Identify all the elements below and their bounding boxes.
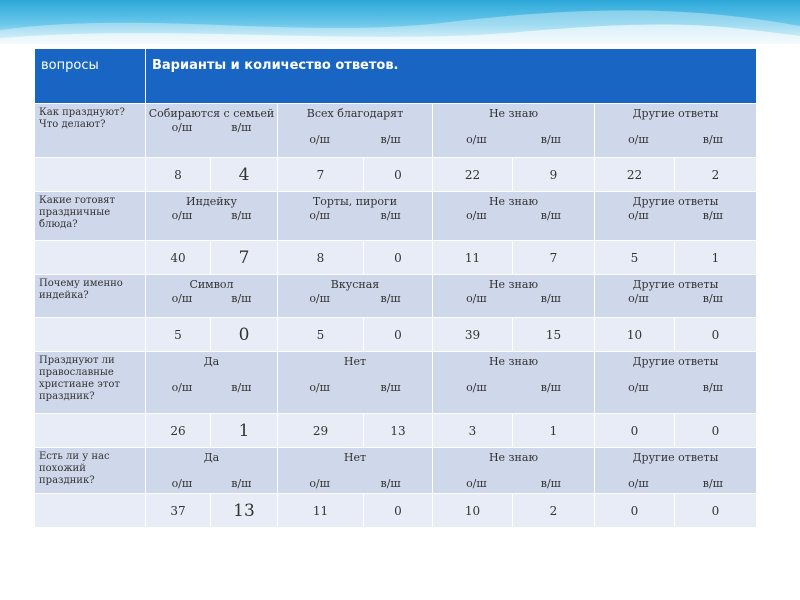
answer-option [278,352,433,414]
option-label: Всех благодарят [306,107,404,120]
count-cell: 0 [364,494,433,528]
option-label: Нет [343,355,367,368]
option-label: Собираются с семьей [148,107,275,120]
count-cell: 1 [675,241,757,275]
option-label: Другие ответы [632,278,719,291]
answer-option [278,192,433,241]
option-label: Не знаю [488,107,539,120]
sub-label-home: в/ш [231,209,252,222]
answer-option [595,275,757,318]
sub-label-home: в/ш [702,209,723,222]
sub-label-home: в/ш [540,133,561,146]
sub-label-home: в/ш [540,381,561,394]
count-cell: 22 [595,158,675,192]
sub-label-school: о/ш [171,121,193,134]
count-cell: 7 [513,241,595,275]
answer-option [278,104,433,158]
sub-label-home: в/ш [702,133,723,146]
sub-label-home: в/ш [702,381,723,394]
sub-label-home: в/ш [380,292,401,305]
count-cell: 11 [433,241,513,275]
count-cell: 1 [211,414,278,448]
answer-option [433,192,595,241]
option-label: Другие ответы [632,355,719,368]
count-cell: 0 [595,414,675,448]
answer-option [278,275,433,318]
answer-option [146,448,278,494]
sub-label-school: о/ш [309,381,330,394]
count-cell: 0 [675,318,757,352]
sub-label-school: о/ш [171,209,193,222]
question-row [35,275,757,318]
answer-option [433,104,595,158]
sub-label-home: в/ш [231,121,252,134]
answer-option [595,352,757,414]
option-label: Другие ответы [632,107,719,120]
option-label: Да [203,451,220,464]
question-row [35,104,757,158]
sub-label-school: о/ш [171,381,193,394]
sub-label-school: о/ш [628,209,649,222]
blank-cell [35,494,146,528]
sub-label-school: о/ш [628,381,649,394]
sub-label-home: в/ш [380,209,401,222]
question-text: Почему именно индейка? [35,275,146,318]
sub-label-school: о/ш [309,477,330,490]
option-label: Да [203,355,220,368]
option-label: Индейку [186,195,237,208]
count-cell: 7 [278,158,364,192]
count-cell: 8 [278,241,364,275]
count-cell: 5 [146,318,211,352]
sub-label-school: о/ш [171,292,193,305]
count-cell: 39 [433,318,513,352]
sub-label-school: о/ш [171,477,193,490]
option-label: Вкусная [330,278,380,291]
count-cell: 2 [513,494,595,528]
count-cell: 0 [364,318,433,352]
count-cell: 7 [211,241,278,275]
answer-option [433,448,595,494]
sub-label-home: в/ш [380,381,401,394]
count-cell: 40 [146,241,211,275]
sub-label-school: о/ш [466,133,487,146]
answer-count-row [35,318,757,352]
answer-option [595,192,757,241]
count-cell: 5 [595,241,675,275]
table-body [35,104,757,528]
option-label: Символ [189,278,234,291]
sub-label-home: в/ш [380,477,401,490]
sub-label-school: о/ш [628,133,649,146]
question-row [35,352,757,414]
option-label: Другие ответы [632,195,719,208]
count-cell: 10 [595,318,675,352]
count-cell: 37 [146,494,211,528]
decorative-wave-band [0,0,800,44]
count-cell: 3 [433,414,513,448]
count-cell: 0 [595,494,675,528]
count-cell: 5 [278,318,364,352]
answer-option [595,104,757,158]
count-cell: 4 [211,158,278,192]
answer-count-row [35,414,757,448]
option-label: Не знаю [488,195,539,208]
answer-option [146,192,278,241]
sub-label-home: в/ш [540,292,561,305]
answer-option [146,275,278,318]
count-cell: 8 [146,158,211,192]
option-label: Другие ответы [632,451,719,464]
answer-option [595,448,757,494]
answer-option [278,448,433,494]
sub-label-school: о/ш [309,209,330,222]
sub-label-school: о/ш [309,292,330,305]
question-text: Есть ли у нас похожий праздник? [35,448,146,494]
blank-cell [35,241,146,275]
count-cell: 10 [433,494,513,528]
sub-label-school: о/ш [628,292,649,305]
sub-label-home: в/ш [380,133,401,146]
count-cell: 0 [364,241,433,275]
sub-label-school: о/ш [466,477,487,490]
answer-option [433,275,595,318]
count-cell: 2 [675,158,757,192]
answer-count-row [35,158,757,192]
blank-cell [35,318,146,352]
count-cell: 15 [513,318,595,352]
sub-label-school: о/ш [628,477,649,490]
sub-label-home: в/ш [231,477,252,490]
sub-label-home: в/ш [231,381,252,394]
sub-label-school: о/ш [466,292,487,305]
answer-option [146,104,278,158]
count-cell: 29 [278,414,364,448]
blank-cell [35,158,146,192]
table-header-row [35,49,757,104]
sub-label-home: в/ш [540,209,561,222]
count-cell: 22 [433,158,513,192]
wave-decoration-icon [0,0,800,44]
count-cell: 13 [364,414,433,448]
option-label: Не знаю [488,451,539,464]
survey-table [34,48,757,528]
count-cell: 13 [211,494,278,528]
question-text: Празднуют ли православные христиане этот праздник? [35,352,146,414]
answer-count-row [35,241,757,275]
option-label: Не знаю [488,355,539,368]
question-text: Как празднуют? Что делают? [35,104,146,158]
count-cell: 9 [513,158,595,192]
question-row [35,192,757,241]
sub-label-home: в/ш [702,292,723,305]
sub-label-home: в/ш [702,477,723,490]
count-cell: 0 [675,494,757,528]
option-label: Торты, пироги [312,195,398,208]
question-row [35,448,757,494]
option-label: Нет [343,451,367,464]
count-cell: 11 [278,494,364,528]
answer-option [433,352,595,414]
sub-label-home: в/ш [540,477,561,490]
sub-label-school: о/ш [466,381,487,394]
count-cell: 26 [146,414,211,448]
header-answers: Варианты и количество ответов. [146,49,757,104]
option-label: Не знаю [488,278,539,291]
count-cell: 0 [364,158,433,192]
count-cell: 0 [211,318,278,352]
header-questions: вопросы [35,49,146,104]
sub-label-home: в/ш [231,292,252,305]
sub-label-school: о/ш [309,133,330,146]
answer-count-row [35,494,757,528]
count-cell: 1 [513,414,595,448]
answer-option [146,352,278,414]
sub-label-school: о/ш [466,209,487,222]
question-text: Какие готовят праздничные блюда? [35,192,146,241]
count-cell: 0 [675,414,757,448]
blank-cell [35,414,146,448]
